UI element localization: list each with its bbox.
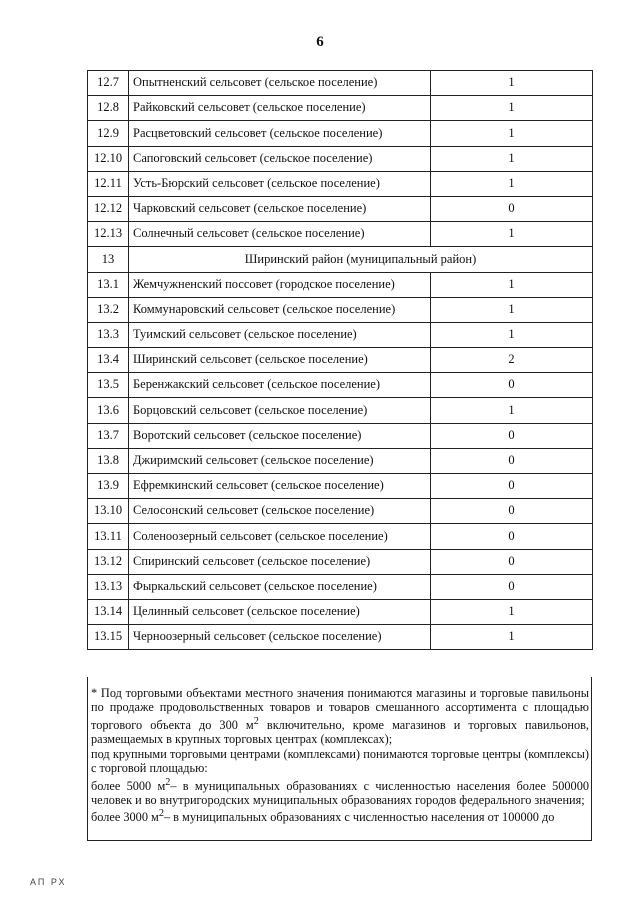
settlements-table (87, 70, 593, 650)
table-row (88, 574, 593, 599)
settlement-name: Спиринский сельсовет (сельское поселение) (129, 549, 431, 574)
table-row (88, 196, 593, 221)
row-number: 13.7 (88, 423, 129, 448)
settlement-name: Беренжакский сельсовет (сельское поселение) (129, 373, 431, 398)
row-number: 13.6 (88, 398, 129, 423)
object-count: 0 (431, 574, 593, 599)
settlement-name: Усть-Бюрский сельсовет (сельское поселение) (129, 171, 431, 196)
object-count: 1 (431, 171, 593, 196)
settlement-name: Опытненский сельсовет (сельское поселение) (129, 71, 431, 96)
row-number: 12.8 (88, 96, 129, 121)
table-row (88, 599, 593, 624)
footnote (87, 677, 592, 841)
row-number: 13.15 (88, 625, 129, 650)
object-count: 1 (431, 599, 593, 624)
table-row (88, 398, 593, 423)
footnote-para-3: более 5000 $м^2-$ в муниципальных образованиях с численностью населения более 500000 человек и во внутригородских муниципальных образованиях городов федерального значения; (91, 776, 589, 808)
settlement-name: Сапоговский сельсовет (сельское поселение) (129, 146, 431, 171)
table-row (88, 71, 593, 96)
settlement-name: Чарковский сельсовет (сельское поселение) (129, 196, 431, 221)
object-count: 1 (431, 71, 593, 96)
table-row (88, 524, 593, 549)
row-number: 13.3 (88, 322, 129, 347)
object-count: 1 (431, 146, 593, 171)
table-row (88, 297, 593, 322)
object-count: 0 (431, 196, 593, 221)
row-number: 13.4 (88, 348, 129, 373)
settlement-name: Солнечный сельсовет (сельское поселение) (129, 222, 431, 247)
object-count: 1 (431, 322, 593, 347)
table-row (88, 146, 593, 171)
row-number: 12.13 (88, 222, 129, 247)
table-row (88, 171, 593, 196)
settlement-name: Коммунаровский сельсовет (сельское поселение) (129, 297, 431, 322)
table-body-district-12 (88, 71, 593, 247)
object-count: 1 (431, 297, 593, 322)
row-number: 13.2 (88, 297, 129, 322)
row-number: 12.7 (88, 71, 129, 96)
object-count: 0 (431, 474, 593, 499)
settlement-name: Ширинский сельсовет (сельское поселение) (129, 348, 431, 373)
table-row (88, 121, 593, 146)
object-count: 0 (431, 524, 593, 549)
row-number: 13.10 (88, 499, 129, 524)
settlement-name: Воротский сельсовет (сельское поселение) (129, 423, 431, 448)
row-number: 13.13 (88, 574, 129, 599)
archive-stamp: АП РХ (30, 877, 67, 887)
row-number: 13.5 (88, 373, 129, 398)
settlement-name: Ефремкинский сельсовет (сельское поселение) (129, 474, 431, 499)
settlement-name: Райковский сельсовет (сельское поселение) (129, 96, 431, 121)
settlement-name: Джиримский сельсовет (сельское поселение) (129, 448, 431, 473)
object-count: 1 (431, 625, 593, 650)
section-number: 13 (88, 247, 129, 272)
table-row (88, 348, 593, 373)
row-number: 13.1 (88, 272, 129, 297)
table-row (88, 373, 593, 398)
table-row (88, 423, 593, 448)
footnote-para-1: * Под торговыми объектами местного значения понимаются магазины и торговые павильоны по продаже продовольственных товаров и товаров смешанного ассортимента с площадью торгового объекта до 300 $м^2$ включительно, кроме магазинов и торговых павильонов, размещаемых в крупных торговых центрах (комплексах); (91, 686, 589, 747)
object-count: 2 (431, 348, 593, 373)
object-count: 1 (431, 272, 593, 297)
table-row (88, 272, 593, 297)
row-number: 12.9 (88, 121, 129, 146)
settlement-name: Целинный сельсовет (сельское поселение) (129, 599, 431, 624)
settlement-name: Фыркальский сельсовет (сельское поселение) (129, 574, 431, 599)
row-number: 12.10 (88, 146, 129, 171)
table-row (88, 474, 593, 499)
table-row (88, 222, 593, 247)
table-row (88, 448, 593, 473)
section-row (88, 247, 593, 272)
table-row (88, 499, 593, 524)
table-body-district-13 (88, 272, 593, 650)
settlement-name: Соленоозерный сельсовет (сельское поселение) (129, 524, 431, 549)
table-row (88, 322, 593, 347)
row-number: 13.8 (88, 448, 129, 473)
object-count: 1 (431, 121, 593, 146)
table-row (88, 96, 593, 121)
row-number: 13.9 (88, 474, 129, 499)
object-count: 0 (431, 423, 593, 448)
row-number: 13.14 (88, 599, 129, 624)
object-count: 0 (431, 373, 593, 398)
section-header (88, 247, 593, 272)
object-count: 1 (431, 96, 593, 121)
table-row (88, 549, 593, 574)
settlement-name: Туимский сельсовет (сельское поселение) (129, 322, 431, 347)
footnote-para-4: более 3000 $м^2-$ в муниципальных образованиях с численностью населения от 100000 до (91, 808, 555, 825)
table-row (88, 625, 593, 650)
settlement-name: Жемчужненский поссовет (городское поселение) (129, 272, 431, 297)
section-title: Ширинский район (муниципальный район) (129, 247, 593, 272)
object-count: 1 (431, 398, 593, 423)
footnote-para-2: под крупными торговыми центрами (комплексами) понимаются торговые центры (комплексы) с торговой площадью: (91, 746, 589, 776)
page-number: 6 (316, 34, 324, 50)
object-count: 1 (431, 222, 593, 247)
row-number: 12.11 (88, 171, 129, 196)
object-count: 0 (431, 499, 593, 524)
row-number: 13.12 (88, 549, 129, 574)
settlement-name: Борцовский сельсовет (сельское поселение) (129, 398, 431, 423)
settlement-name: Расцветовский сельсовет (сельское поселение) (129, 121, 431, 146)
object-count: 0 (431, 549, 593, 574)
row-number: 13.11 (88, 524, 129, 549)
settlement-name: Селосонский сельсовет (сельское поселение) (129, 499, 431, 524)
row-number: 12.12 (88, 196, 129, 221)
settlement-name: Черноозерный сельсовет (сельское поселение) (129, 625, 431, 650)
object-count: 0 (431, 448, 593, 473)
